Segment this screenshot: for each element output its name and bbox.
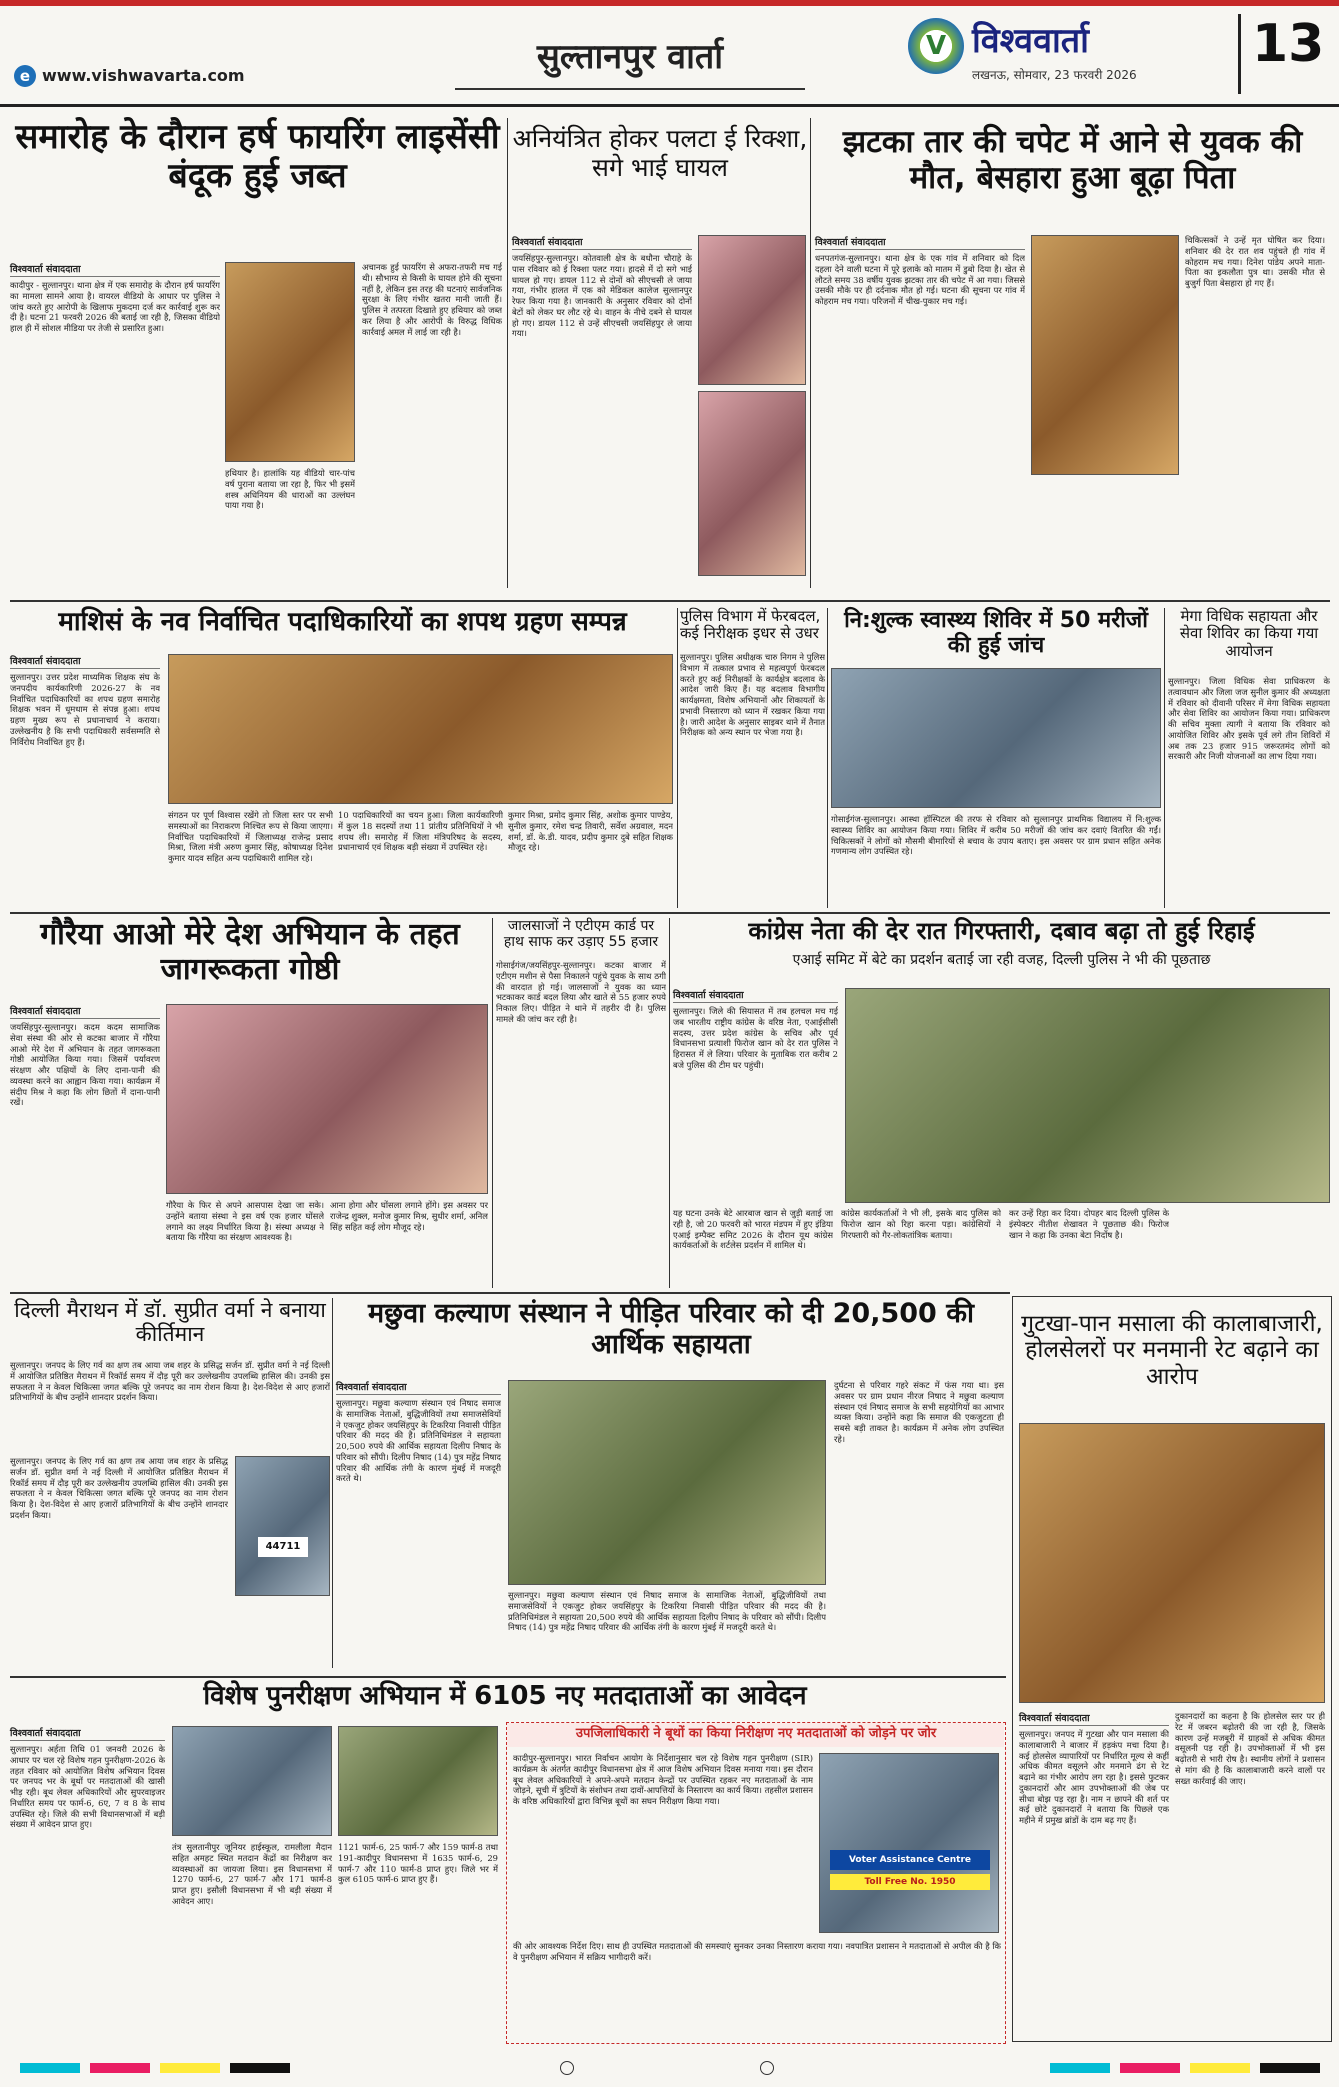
article-body: गौरैया के फिर से अपने आसपास देखा जा सके। उन्होंने बताया संस्था ने इस वर्ष एक हजार घोंसले लगाने का लक्ष्य निर्धारित किया है। संस्था अध्यक्ष ने बताया कि गौरैया का संरक्षण आवश्यक है। [166, 1200, 324, 1243]
article-headline: समारोह के दौरान हर्ष फायरिंग लाइसेंसी बंदूक हुई जब्त [15, 117, 500, 197]
article-harsh-firing [10, 118, 505, 598]
article-body: सुल्तानपुर। जनपद के लिए गर्व का क्षण तब आया जब शहर के प्रसिद्ध सर्जन डॉ. सुप्रीत वर्मा ने नई दिल्ली में आयोजित प्रतिष्ठित मैराथन में रिकॉर्ड समय में दौड़ पूरी कर उल्लेखनीय उपलब्धि हासिल की। उनकी इस सफलता ने न केवल चिकित्सा जगत बल्कि पूरे जनपद का नाम रोशन किया है। देश-विदेश से आए हजारों प्रतिभागियों के बीच उन्होंने शानदार प्रदर्शन किया। [10, 1360, 330, 1403]
polling-booth-photo-1 [172, 1726, 332, 1836]
article-body: कादीपुर-सुल्तानपुर। भारत निर्वाचन आयोग के निर्देशानुसार चल रहे विशेष गहन पुनरीक्षण (SIR) कार्यक्रम के अंतर्गत कादीपुर विधानसभा क्षेत्र में आज विशेष अभियान दिवस मनाया गया। इस दौरान बूथ लेवल अधिकारियों ने अपने-अपने मतदान केन्द्रों पर उपस्थित रहकर नए मतदाताओं के नाम जोड़ने, सूची में त्रुटियों के संशोधन तथा दावों-आपत्तियों के निस्तारण का कार्य किया। तहसील प्रशासन के वरिष्ठ अधिकारियों द्वारा विभिन्न बूथों का सघन निरीक्षण किया गया। [513, 1753, 813, 1806]
financial-aid-photo [508, 1380, 826, 1585]
print-registration-bar [0, 2055, 1339, 2081]
brand-name: विश्ववार्ता [972, 21, 1089, 61]
gutkha-packets-photo [1019, 1423, 1325, 1703]
page-number: 13 [1252, 14, 1325, 74]
masthead-top-stripe [0, 0, 1339, 6]
article-body: सुल्तानपुर। मछुवा कल्याण संस्थान एवं निषाद समाज के सामाजिक नेताओं, बुद्धिजीवियों तथा समाजसेवियों ने एकजुट होकर जयसिंहपुर के टिकरिया निवासी पीड़ित परिवार की मदद की है। प्रतिनिधिमंडल ने सहायता 20,500 रुपये की आर्थिक सहायता दिलीप निषाद के परिवार को सौंपी। दिलीप निषाद (14) पुत्र महेंद्र निषाद परिवार की आर्थिक तंगी के कारण मुंबई में मजदूरी करते थे। [336, 1398, 501, 1484]
article-electrocution [815, 125, 1330, 595]
article-headline: दिल्ली मैराथन में डॉ. सुप्रीत वर्मा ने बनाया कीर्तिमान [14, 1298, 326, 1347]
article-byline-block [512, 235, 692, 583]
brand-logo-icon: V [908, 18, 964, 74]
article-body: यह घटना उनके बेटे आरबाज खान से जुड़ी बताई जा रही है, जो 20 फरवरी को भारत मंडपम में हुए इंडिया एआई इम्पैक्ट समिट 2026 के दौरान यूथ कांग्रेस कार्यकर्ताओं के शर्टलेस प्रदर्शन में शामिल थे। [673, 1208, 833, 1251]
article-health-camp [831, 608, 1161, 908]
article-body: सुल्तानपुर। पुलिस अधीक्षक चारु निगम ने पुलिस विभाग में तत्काल प्रभाव से महत्वपूर्ण फेरबदल करते हुए कई निरीक्षकों के कार्यक्षेत्र बदलाव के आदेश जारी किए हैं। यह बदलाव विभागीय कार्यक्षमता, विशेष अभियानों और शिकायतों के प्रभावी निस्तारण को ध्यान में रखकर किया गया है। जारी आदेश के अनुसार साइबर थाने में तैनात निरीक्षक को अन्य स्थान पर भेजा गया है। [680, 652, 825, 738]
black-swatch [1260, 2063, 1320, 2073]
article-fishermen-welfare [336, 1298, 1006, 1673]
column-rule [827, 608, 828, 908]
article-body: धनपतगंज-सुल्तानपुर। थाना क्षेत्र के एक गांव में शनिवार को दिल दहला देने वाली घटना में पूरे इलाके को मातम में डुबो दिया है। खेत से लौटते समय 38 वर्षीय युवक झटका तार की चपेट में आ गया। जिससे उसकी मौके पर ही दर्दनाक मौत हो गई। घटना की सूचना पर गांव में कोहराम मच गया। परिजनों में चीख-पुकार मच गई। [815, 253, 1025, 306]
column-rule [492, 918, 493, 1288]
voter-assistance-centre-photo [819, 1753, 999, 1933]
article-body: गोसाईगंज-सुल्तानपुर। आस्था हॉस्पिटल की तरफ से रविवार को सुल्तानपुर प्राथमिक विद्यालय में नि:शुल्क स्वास्थ्य शिविर का आयोजन किया गया। शिविर में करीब 50 मरीजों की जांच कर दवाएं वितरित की गईं। चिकित्सकों ने लोगों को मौसमी बीमारियों से बचाव के उपाय बताए। इस अवसर पर ग्राम प्रधान सहित अनेक गणमान्य लोग उपस्थित रहे। [831, 814, 1161, 857]
article-headline: उपजिलाधिकारी ने बूथों का किया निरीक्षण नए मतदाताओं को जोड़ने पर जोर [575, 1726, 937, 1741]
section-title: सुल्तानपुर वार्ता [536, 37, 724, 77]
article-legal-aid-camp [1168, 608, 1330, 908]
article-headline: कांग्रेस नेता की देर रात गिरफ्तारी, दबाव बढ़ा तो हुई रिहाई [748, 917, 1255, 945]
article-byline-block [815, 235, 1025, 593]
registration-mark-icon [560, 2061, 574, 2075]
article-atm-fraud [496, 918, 666, 1288]
article-body: कादीपुर - सुल्तानपुर। थाना क्षेत्र में एक समारोह के दौरान हर्ष फायरिंग का मामला सामने आया है। वायरल वीडियो के आधार पर पुलिस ने जांच करते हुए आरोपी के खिलाफ मुकदमा दर्ज कर कार्रवाई शुरू कर दी है। घटना 21 फरवरी 2026 की बताई जा रही है, जिसका वीडियो हाल ही में सोशल मीडिया पर तेजी से प्रसारित हुआ। [10, 280, 220, 333]
yellow-swatch [1190, 2063, 1250, 2073]
article-body: अचानक हुई फायरिंग से अफरा-तफरी मच गई थी। सौभाग्य से किसी के घायल होने की सूचना नहीं है, लेकिन इस तरह की घटनाएं सार्वजनिक सुरक्षा के लिए गंभीर खतरा मानी जाती हैं। पुलिस ने तत्परता दिखाते हुए हथियार को जब्त कर लिया है और आरोपी के विरुद्ध विधिक कार्रवाई अमल में लाई जा रही है। [362, 262, 502, 337]
article-body: तंत्र सुलतानीपुर जूनियर हाईस्कूल, रामलीला मैदान सहित अमहट स्थित मतदान केंद्रों का निरीक्षण कर व्यवस्थाओं का जायजा लिया। इस विधानसभा में 1270 फार्म-6, 27 फार्म-7 और 171 फार्म-8 प्राप्त हुए। इसौली विधानसभा में भी बड़ी संख्या में आवेदन आए। [172, 1842, 332, 1906]
article-headline: झटका तार की चपेट में आने से युवक की मौत, बेसहारा हुआ बूढ़ा पिता [842, 124, 1303, 196]
race-bib-number: 44711 [258, 1537, 308, 1557]
article-sparrow-campaign [10, 918, 490, 1293]
cyan-swatch [20, 2063, 80, 2073]
website-url[interactable]: www.vishwavarta.com [42, 66, 245, 85]
article-body: जयसिंहपुर-सुल्तानपुर। कोतवाली क्षेत्र के बधौना चौराहे के पास रविवार को ई रिक्शा पलट गया। हादसे में दो सगे भाई घायल हो गए। डायल 112 से दोनों को सीएचसी ले जाया गया, गंभीर हालत में एक को मेडिकल कालेज सुल्तानपुर रेफर किया गया है। जानकारी के अनुसार रविवार को दोनों बेटों को लेकर घर लौट रहे थे। वाहन के नीचे दबने से घायल हो गए। डायल 112 से उन्हें सीएचसी जयसिंहपुर ले जाया गया। [512, 253, 692, 339]
page-number-divider [1238, 14, 1241, 94]
byline: विश्ववार्ता संवाददाता [815, 235, 1025, 250]
article-headline: गुटखा-पान मसाला की कालाबाजारी, होलसेलरों पर मनमानी रेट बढ़ाने का आरोप [1021, 1311, 1323, 1390]
article-delhi-marathon [10, 1298, 330, 1673]
column-rule [677, 608, 678, 908]
article-byline-block [10, 262, 220, 580]
victim-portrait-photo [1031, 235, 1179, 475]
congress-leader-photo [845, 988, 1330, 1203]
oath-ceremony-photo [168, 654, 673, 804]
article-subhead: एआई समिट में बेटे का प्रदर्शन बताई जा रही वजह, दिल्ली पुलिस ने भी की पूछताछ [792, 951, 1211, 968]
injured-child-photo-1 [698, 235, 806, 385]
dateline: लखनऊ, सोमवार, 23 फरवरी 2026 [972, 68, 1137, 82]
row-rule [10, 912, 1330, 914]
article-gutkha-blackmarket [1012, 1296, 1332, 2042]
byline: विश्ववार्ता संवाददाता [673, 988, 838, 1003]
article-erickshaw [512, 125, 808, 595]
byline: विश्ववार्ता संवाददाता [336, 1380, 501, 1395]
marathon-runner-photo [235, 1456, 330, 1596]
article-headline: विशेष पुनरीक्षण अभियान में 6105 नए मतदाताओं का आवेदन [203, 1681, 807, 1711]
article-body: जयसिंहपुर-सुल्तानपुर। कदम कदम सामाजिक सेवा संस्था की ओर से कटका बाजार में गौरैया आओ मेरे देश में अभियान के तहत जागरूकता गोष्ठी आयोजित किया गया। जिसमें पर्यावरण संरक्षण और पक्षियों के लिए दाना-पानी की व्यवस्था करने का आह्वान किया गया। कार्यक्रम में संदीप मिश्र ने कहा कि लोग छितों में दाना-पानी रखें। [10, 1022, 160, 1108]
article-headline: मेगा विधिक सहायता और सेवा शिविर का किया गया आयोजन [1179, 607, 1319, 660]
article-body: सुल्तानपुर। जनपद के लिए गर्व का क्षण तब आया जब शहर के प्रसिद्ध सर्जन डॉ. सुप्रीत वर्मा ने नई दिल्ली में आयोजित प्रतिष्ठित मैराथन में रिकॉर्ड समय में दौड़ पूरी कर उल्लेखनीय उपलब्धि हासिल की। उनकी इस सफलता ने न केवल चिकित्सा जगत बल्कि पूरे जनपद का नाम रोशन किया है। देश-विदेश से आए हजारों प्रतिभागियों के बीच उन्होंने शानदार प्रदर्शन किया। [10, 1456, 228, 1520]
article-body: सुल्तानपुर। अर्हता तिथि 01 जनवरी 2026 के आधार पर चल रहे विशेष गहन पुनरीक्षण-2026 के तहत रविवार को आयोजित विशेष अभियान दिवस पर जनपद भर के बूथों पर मतदाताओं की खासी भीड़ रही। बूथ लेवल अधिकारियों और सुपरवाइजर निर्धारित समय पर फार्म-6, 6ए, 7 व 8 के साथ उपस्थित रहे। जिले की सभी विधानसभाओं में बड़ी संख्या में आवेदन प्राप्त हुए। [10, 1744, 165, 1830]
article-police-transfer [680, 608, 825, 908]
article-headline: माशिसं के नव निर्वाचित पदाधिकारियों का शपथ ग्रहण सम्पन्न [58, 607, 627, 637]
article-byline-block [1019, 1711, 1169, 2035]
byline: विश्ववार्ता संवाददाता [10, 262, 220, 277]
article-body: सुल्तानपुर। मछुवा कल्याण संस्थान एवं निषाद समाज के सामाजिक नेताओं, बुद्धिजीवियों तथा समाजसेवियों ने एकजुट होकर जयसिंहपुर के टिकरिया निवासी पीड़ित परिवार की मदद की है। प्रतिनिधिमंडल ने सहायता 20,500 रुपये की आर्थिक सहायता दिलीप निषाद के परिवार को सौंपी। दिलीप निषाद (14) पुत्र महेंद्र निषाद परिवार की आर्थिक तंगी के कारण मुंबई में मजदूरी करते थे। [508, 1590, 826, 1633]
article-body: सुल्तानपुर। जिला विधिक सेवा प्राधिकरण के तत्वावधान और जिला जज सुनील कुमार की अध्यक्षता में रविवार को दीवानी परिसर में मेगा विधिक सहायता और सेवा शिविर का आयोजन किया गया। प्राधिकरण की सचिव मुक्ता त्यागी ने बताया कि रविवार को आयोजित शिविर और इसके पूर्व लगे तीन शिविरों में अब तक 23 हजार 915 जरूरतमंद लोगों को सरकारी और निजी योजनाओं का लाभ दिया गया। [1168, 676, 1330, 762]
sparrow-seminar-photo [166, 1004, 488, 1194]
column-rule [810, 118, 811, 588]
article-byline-block [336, 1380, 501, 1668]
cyan-swatch [1050, 2063, 1110, 2073]
section-underline [455, 88, 805, 90]
row-rule [10, 600, 1330, 602]
article-byline-block [10, 1726, 165, 2044]
article-headline: नि:शुल्क स्वास्थ्य शिविर में 50 मरीजों की हुई जांच [844, 608, 1148, 659]
health-camp-photo [831, 668, 1161, 808]
polling-booth-photo-2 [338, 1726, 498, 1836]
article-body: की ओर आवश्यक निर्देश दिए। साथ ही उपस्थित मतदाताओं की समस्याएं सुनकर उनका निस्तारण कराया गया। नवपात्रित प्रशासन ने मतदाताओं से अपील की है कि वे पुनरीक्षण अभियान में सक्रिय भागीदारी करें। [513, 1941, 1001, 1962]
article-body: चिकित्सकों ने उन्हें मृत घोषित कर दिया। शनिवार की देर रात शव पहुंचते ही गांव में कोहराम मच गया। दिनेश पांडेय अपने माता-पिता का इकलौता पुत्र था। उसकी मौत से बुजुर्ग पिता बेसहारा हो गए हैं। [1185, 235, 1325, 288]
article-body: कर उन्हें रिहा कर दिया। दोपहर बाद दिल्ली पुलिस के इंस्पेक्टर नीतीश शेखावत ने पूछताछ की। फिरोज खान ने कहा कि उनका बेटा निर्दोष है। [1009, 1208, 1169, 1240]
article-headline: पुलिस विभाग में फेरबदल, कई निरीक्षक इधर से उधर [680, 607, 821, 643]
article-body: सुल्तानपुर। जिले की सियासत में तब हलचल मच गई जब भारतीय राष्ट्रीय कांग्रेस के वरिष्ठ नेता, एआईसीसी सदस्य, उत्तर प्रदेश कांग्रेस के सचिव और पूर्व विधानसभा प्रत्याशी फिरोज खान को देर रात पुलिस ने हिरासत में ले लिया। परिवार के मुताबिक रात करीब 2 बजे पुलिस की टीम घर पहुंची। [673, 1006, 838, 1070]
article-sdm-inspection [506, 1722, 1006, 2044]
masthead [0, 0, 1339, 110]
article-headline: जालसाजों ने एटीएम कार्ड पर हाथ साफ कर उड़ाए 55 हजार [503, 918, 659, 951]
magenta-swatch [1120, 2063, 1180, 2073]
article-body: हथियार है। हालांकि यह वीडियो चार-पांच वर्ष पुराना बताया जा रहा है, फिर भी इसमें शस्त्र अधिनियम की धाराओं का उल्लंघन पाया गया है। [225, 468, 355, 511]
internet-explorer-icon: e [14, 65, 36, 87]
firing-video-photo [225, 262, 355, 462]
article-headline: अनियंत्रित होकर पलटा ई रिक्शा, सगे भाई घायल [512, 124, 808, 182]
byline: विश्ववार्ता संवाददाता [512, 235, 692, 250]
injured-child-photo-2 [698, 391, 806, 576]
article-body: सुल्तानपुर। उत्तर प्रदेश माध्यमिक शिक्षक संघ के जनपदीय कार्यकारिणी 2026-27 के नव निर्वाचित पदाधिकारियों का शपथ ग्रहण समारोह शिक्षक भवन में धूमधाम से संपन्न हुआ। शपथ ग्रहण मुख्य रूप से प्रधानाचार्य ने कराया। उल्लेखनीय है कि सभी पदाधिकारी सर्वसम्मति से निर्विरोध निर्वाचित हुए हैं। [10, 672, 160, 747]
yellow-swatch [160, 2063, 220, 2073]
article-headline: मछुवा कल्याण संस्थान ने पीड़ित परिवार को दी 20,500 की आर्थिक सहायता [368, 1298, 974, 1361]
row-rule [10, 1676, 1006, 1678]
article-body: संगठन पर पूर्ण विश्वास रखेंगे तो जिला स्तर पर सभी समस्याओं का निराकरण निश्चित रूप से किया जाएगा। निर्वाचित पदाधिकारियों में जिलाध्यक्ष राजेन्द्र प्रसाद मिश्रा, जिला मंत्री अरुण कुमार सिंह, कोषाध्यक्ष दिनेश कुमार यादव सहित अन्य पदाधिकारी शामिल रहे। [168, 810, 333, 863]
article-oath-ceremony [10, 608, 675, 913]
byline: विश्ववार्ता संवाददाता [10, 1726, 165, 1741]
article-body: 10 पदाधिकारियों का चयन हुआ। जिला कार्यकारिणी में कुल 18 सदस्यों तथा 11 प्रांतीय प्रतिनिधियों ने भी शपथ ली। समारोह में जिला मंत्रिपरिषद के सदस्य, प्रधानाचार्य एवं शिक्षक बड़ी संख्या में उपस्थित रहे। [338, 810, 503, 853]
column-rule [332, 1298, 333, 1668]
article-body: कांग्रेस कार्यकर्ताओं ने भी ली, इसके बाद पुलिस को फिरोज खान को रिहा करना पड़ा। कांग्रेसियों ने गिरफ्तारी को गैर-लोकतांत्रिक बताया। [841, 1208, 1001, 1240]
article-byline-block [10, 1004, 160, 1284]
article-body: कुमार मिश्रा, प्रमोद कुमार सिंह, अशोक कुमार पाण्डेय, सुनील कुमार, रमेश चन्द्र तिवारी, सर्वेश अग्रवाल, मदन शर्मा, डॉ. के.डी. यादव, प्रदीप कुमार दुबे सहित शिक्षक मौजूद रहे। [508, 810, 673, 853]
article-byline-block [673, 988, 838, 1216]
article-body: दुकानदारों का कहना है कि होलसेल स्तर पर ही रेट में जबरन बढ़ोतरी की जा रही है, जिसके कारण उन्हें मजबूरी में ग्राहकों से अधिक कीमत वसूलनी पड़ रही है। उपभोक्ताओं में भी इस बढ़ोतरी से भारी रोष है। स्थानीय लोगों ने प्रशासन से मांग की है कि कालाबाजारी करने वालों पर सख्त कार्रवाई की जाए। [1175, 1711, 1325, 1786]
registration-mark-icon [760, 2061, 774, 2075]
article-body: दुर्घटना से परिवार गहरे संकट में फंस गया था। इस अवसर पर ग्राम प्रधान नीरज निषाद ने मछुवा कल्याण संस्थान एवं निषाद समाज के सभी सहयोगियों का आभार व्यक्त किया। उन्होंने कहा कि समाज की एकजुटता ही सबसे बड़ी ताकत है। कार्यक्रम में अनेक लोग उपस्थित रहे। [834, 1380, 1004, 1444]
article-congress-leader-arrest [673, 918, 1330, 1288]
black-swatch [230, 2063, 290, 2073]
article-body: 1121 फार्म-6, 25 फार्म-7 और 159 फार्म-8 तथा 191-कादीपुर विधानसभा में 1635 फार्म-6, 29 फार्म-7 और 110 फार्म-8 प्राप्त हुए। जिले भर में कुल 6105 फार्म-6 प्राप्त हुए हैं। [338, 1842, 498, 1885]
byline: विश्ववार्ता संवाददाता [10, 654, 160, 669]
byline: विश्ववार्ता संवाददाता [10, 1004, 160, 1019]
column-rule [1164, 608, 1165, 908]
toll-free-banner: Toll Free No. 1950 [830, 1874, 990, 1890]
byline: विश्ववार्ता संवाददाता [1019, 1711, 1169, 1726]
column-rule [507, 118, 508, 588]
article-body: गोसाईगंज/जयसिंहपुर-सुल्तानपुर। कटका बाजार में एटीएम मशीन से पैसा निकालने पहुंचे युवक के साथ ठगी की वारदात हो गई। जालसाजों ने युवक का ध्यान भटकाकर कार्ड बदल लिया और खाते से 55 हजार रुपये निकाल लिए। पीड़ित ने थाने में तहरीर दी है। पुलिस मामले की जांच कर रही है। [496, 960, 666, 1024]
magenta-swatch [90, 2063, 150, 2073]
masthead-bottom-rule [0, 104, 1339, 107]
article-body: आना होगा और घोंसला लगाने होंगे। इस अवसर पर राजेन्द्र शुक्ल, मनोज कुमार मिश्र, सुधीर शर्मा, अनिल सिंह सहित कई लोग मौजूद रहे। [330, 1200, 488, 1232]
column-rule [669, 918, 670, 1288]
article-byline-block [10, 654, 160, 912]
voter-centre-banner: Voter Assistance Centre [830, 1850, 990, 1870]
article-body: सुल्तानपुर। जनपद में गुटखा और पान मसाला की कालाबाजारी ने बाजार में हड़कंप मचा दिया है। कई होलसेल व्यापारियों पर निर्धारित मूल्य से कहीं अधिक कीमत वसूलने और मनमाने ढंग से रेट बढ़ाने का गंभीर आरोप लग रहा है। इससे फुटकर दुकानदारों और आम उपभोक्ताओं की जेब पर सीधा बोझ पड़ रहा है। नाम न छापने की शर्त पर कई छोटे दुकानदारों ने बताया कि पिछले एक महीने में प्रमुख ब्रांडों के दाम बढ़ गए हैं। [1019, 1729, 1169, 1825]
article-headline: गौरैया आओ मेरे देश अभियान के तहत जागरूकता गोष्ठी [40, 917, 460, 987]
row-rule [10, 1292, 1010, 1294]
